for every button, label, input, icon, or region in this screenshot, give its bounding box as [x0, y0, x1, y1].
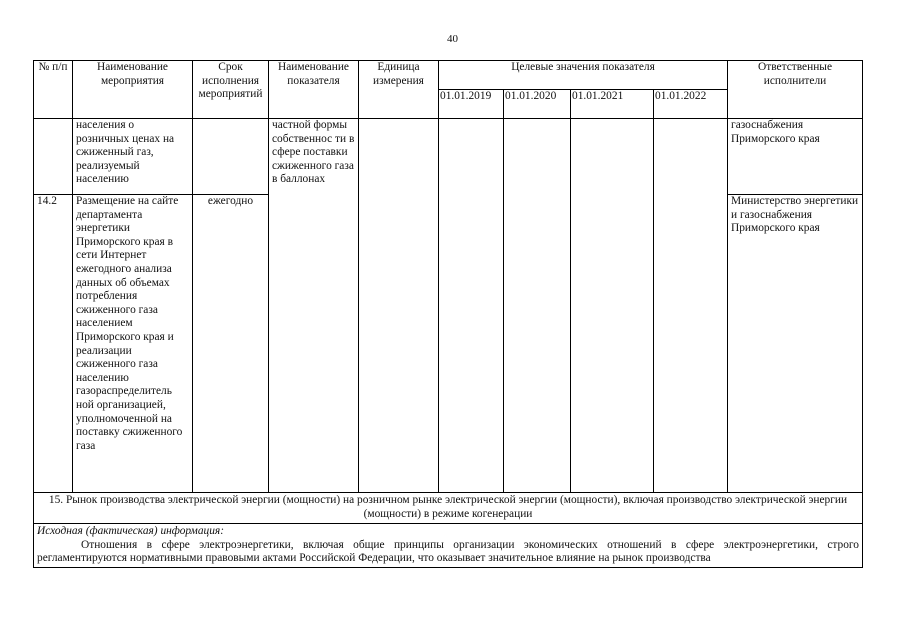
header-num: № п/п [34, 61, 73, 119]
section-heading-row [34, 493, 863, 524]
cell-2021 [571, 119, 654, 493]
header-indicator: Наименование показателя [269, 61, 359, 119]
cell-responsible: газоснабжения Приморского края [728, 119, 863, 195]
section-15-title: 15. Рынок производства электрической энергии (мощности) на розничном рынке электрической энергии (мощности), включая производство электрической энергии (мощности) в режиме когенерации [34, 493, 863, 524]
header-event: Наименование мероприятия [73, 61, 193, 119]
header-date-2021: 01.01.2021 [571, 90, 654, 119]
header-unit: Единица измерения [359, 61, 439, 119]
cell-2020 [504, 119, 571, 493]
measures-table [33, 60, 863, 568]
cell-2022 [654, 119, 728, 493]
header-date-2019: 01.01.2019 [439, 90, 504, 119]
header-date-2022: 01.01.2022 [654, 90, 728, 119]
cell-deadline [193, 119, 269, 195]
header-deadline: Срок исполнения мероприятий [193, 61, 269, 119]
header-target-values: Целевые значения показателя [439, 61, 728, 90]
header-date-2020: 01.01.2020 [504, 90, 571, 119]
cell-num-14-2: 14.2 [34, 195, 73, 493]
cell-unit [359, 119, 439, 493]
info-text: Отношения в сфере электроэнергетики, включая общие принципы организации экономических отношений в сфере электроэнергетики, строго регламентируются нормативными правовыми актами Российской Федерации, что оказывает значительное влияние на рынок производства [37, 538, 860, 565]
header-responsible: Ответственные исполнители [728, 61, 863, 119]
info-row [34, 524, 863, 568]
info-block [34, 524, 863, 568]
cell-event-14-2: Размещение на сайте департамента энергетики Приморского края в сети Интернет ежегодного анализа данных об объемах потребления сжиженного газа населением Приморского края и реализации сжиженного газа населению газораспределитель ной организацией, уполномоченной на поставку сжиженного газа [73, 195, 193, 493]
cell-num [34, 119, 73, 195]
table-row-continued [34, 119, 863, 195]
info-label: Исходная (фактическая) информация: [37, 525, 224, 537]
cell-indicator [269, 119, 359, 493]
indicator-text: частной формы собственнос ти в сфере поставки сжиженного газа в баллонах [272, 119, 355, 186]
cell-2019 [439, 119, 504, 493]
cell-responsible-14-2: Министерство энергетики и газоснабжения Приморского края [728, 195, 863, 493]
page-number: 40 [447, 33, 458, 45]
cell-deadline-14-2: ежегодно [193, 195, 269, 493]
header-row [34, 61, 863, 90]
cell-event: населения о розничных ценах на сжиженный газ, реализуемый населению [73, 119, 193, 195]
